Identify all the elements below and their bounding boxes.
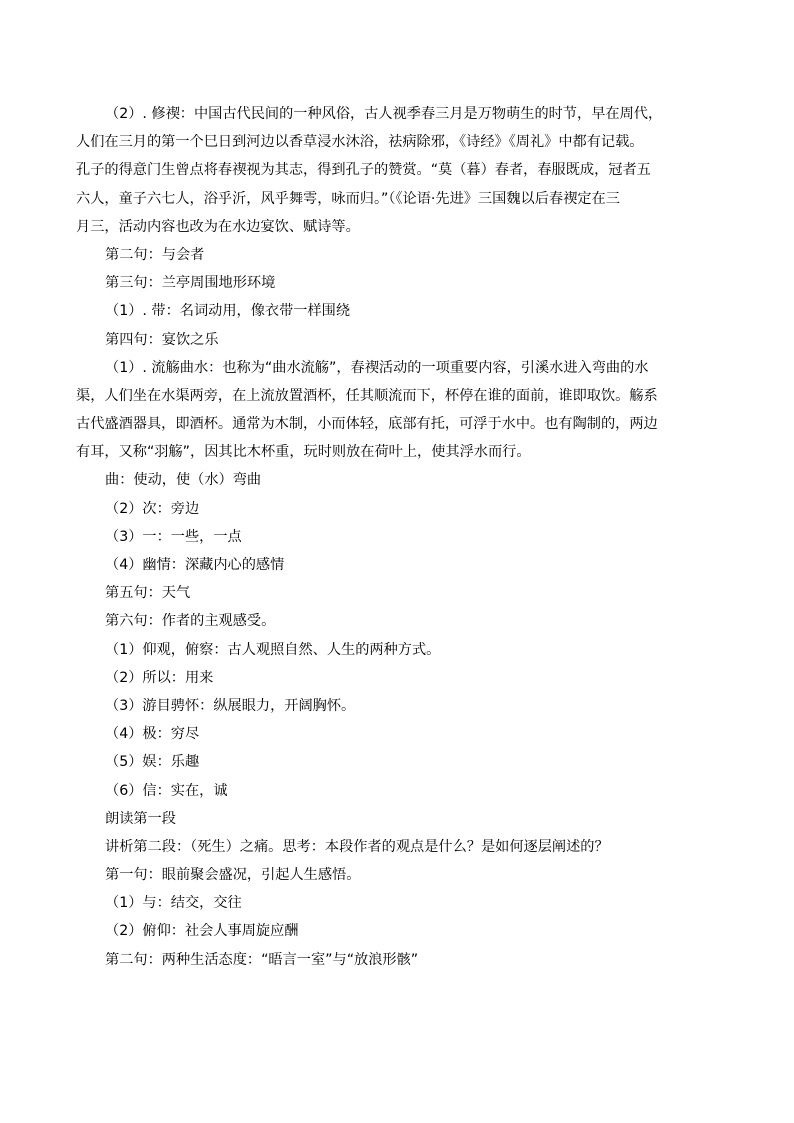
- note-item: （3）一：一些，一点: [105, 528, 242, 545]
- note-item: （6）信：实在，诚: [105, 782, 228, 799]
- section-heading: 讲析第二段：（死生）之痛。思考：本段作者的观点是什么？是如何逐层阐述的？: [105, 838, 609, 855]
- note-item: （1）仰观，俯察：古人观照自然、人生的两种方式。: [105, 641, 441, 658]
- section-heading: 朗读第一段: [105, 810, 176, 827]
- note-item: 曲：使动，使（水）弯曲: [105, 472, 262, 489]
- text-line: 孔子的得意门生曾点将春禊视为其志，得到孔子的赞赏。“莫（暮）春者，春服既成，冠者五: [76, 162, 651, 179]
- text-line: 六人，童子六七人，浴乎沂，风乎舞雩，咏而归。”（《论语·先进》三国魏以后春禊定在三: [76, 190, 620, 207]
- text-line: 渠，人们坐在水渠两旁，在上流放置酒杯，任其顺流而下，杯停在谁的面前，谁即取饮。觞系: [76, 387, 658, 404]
- section-heading: 第六句：作者的主观感受。: [105, 613, 276, 630]
- section-heading: 第一句：眼前聚会盛况，引起人生感悟。: [105, 867, 361, 884]
- note-item: （1）. 带：名词动用，像衣带一样围绕: [105, 303, 351, 320]
- section-heading: 第二句：与会者: [105, 246, 205, 263]
- section-heading: 第二句：两种生活态度：“晤言一室”与“放浪形骸”: [105, 951, 419, 968]
- document-body: [76, 100, 718, 974]
- note-item: （2）次：旁边: [105, 500, 200, 517]
- text-line: 古代盛酒器具，即酒杯。通常为木制，小而体轻，底部有托，可浮于水中。也有陶制的，两边: [76, 416, 658, 433]
- note-item: （4）幽情：深藏内心的感情: [105, 557, 285, 573]
- note-item: （4）极：穷尽: [105, 726, 200, 743]
- note-item: （5）娱：乐趣: [105, 754, 200, 771]
- text-line: （2）. 修禊：中国古代民间的一种风俗，古人视季春三月是万物萌生的时节，早在周代，: [105, 106, 663, 122]
- section-heading: 第五句：天气: [105, 585, 191, 602]
- note-item: （3）游目骋怀：纵展眼力，开阔胸怀。: [105, 697, 356, 714]
- note-item: （1）与：结交，交往: [105, 895, 242, 912]
- note-item: （2）所以：用来: [105, 669, 214, 686]
- note-item: （2）俯仰：社会人事周旋应酬: [105, 923, 299, 940]
- section-heading: 第三句：兰亭周围地形环境: [105, 275, 276, 292]
- section-heading: 第四句：宴饮之乐: [105, 331, 219, 348]
- text-line: （1）. 流觞曲水：也称为“曲水流觞”，春禊活动的一项重要内容，引溪水进入弯曲的水: [105, 359, 649, 376]
- text-line: 月三，活动内容也改为在水边宴饮、赋诗等。: [76, 218, 360, 235]
- text-line: 有耳，又称“羽觞”，因其比木杯重，玩时则放在荷叶上，使其浮水而行。: [76, 444, 531, 461]
- text-line: 人们在三月的第一个巳日到河边以香草浸水沐浴，祛病除邪，《诗经》《周礼》中都有记载。: [76, 134, 644, 151]
